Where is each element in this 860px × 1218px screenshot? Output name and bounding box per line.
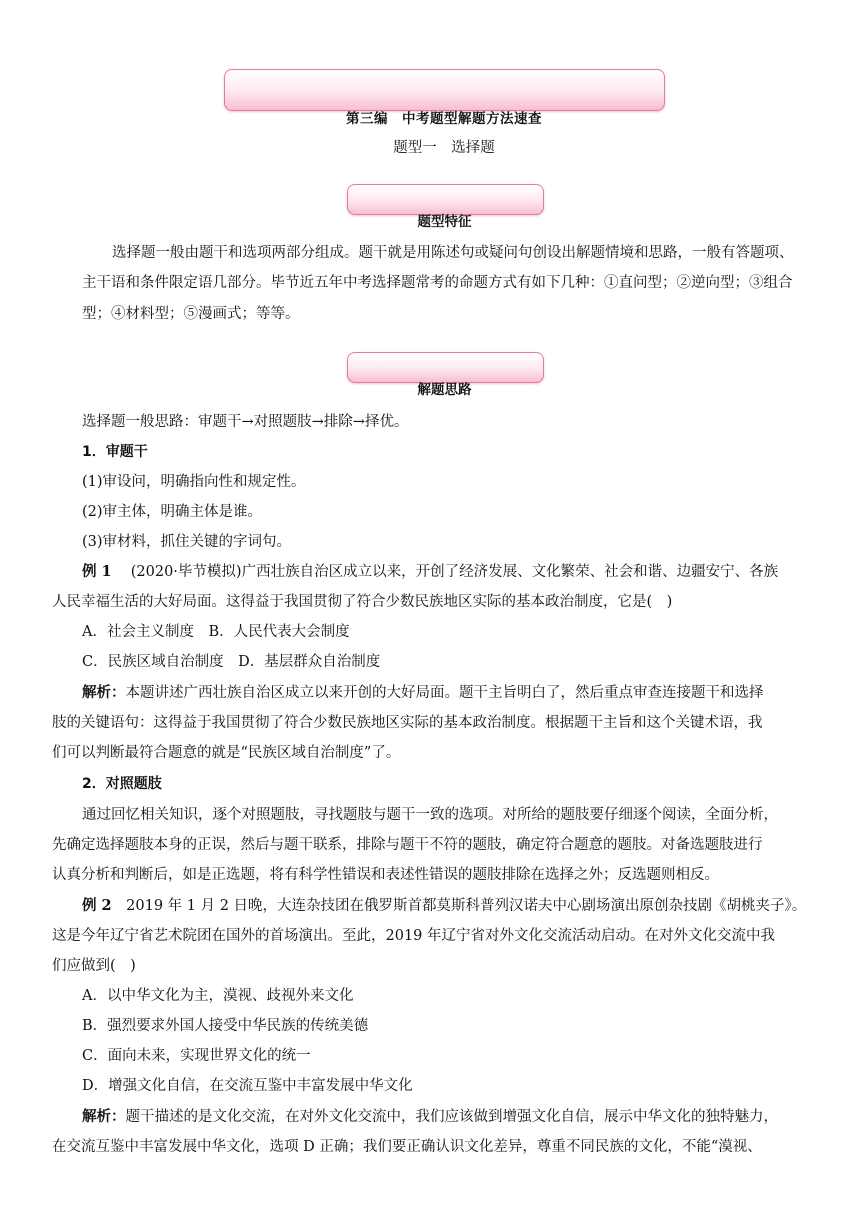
step2-line: 通过回忆相关知识，逐个对照题肢，寻找题肢与题干一致的选项。对所给的题肢要仔细逐个阅读，全面分析， (82, 807, 778, 823)
example1-text: (2020·毕节模拟)广西壮族自治区成立以来，开创了经济发展、文化繁荣、社会和谐、边疆安宁、各族 (130, 564, 779, 580)
example2-analysis-line (82, 1107, 778, 1127)
example2-option: C．面向未来，实现世界文化的统一 (82, 1048, 311, 1064)
example1-analysis-line: 们可以判断最符合题意的就是“民族区域自治制度”了。 (52, 745, 401, 761)
step2-heading: 2．对照题肢 (82, 776, 162, 792)
example2-option: B．强烈要求外国人接受中华民族的传统美德 (82, 1018, 369, 1034)
step1-heading: 1．审题干 (82, 444, 148, 460)
example2-text: 2019 年 1 月 2 日晚，大连杂技团在俄罗斯首都莫斯科普列汉诺夫中心剧场演出原创杂技剧《胡桃夹子》。 (126, 898, 807, 914)
analysis-text: 本题讲述广西壮族自治区成立以来开创的大好局面。题干主旨明白了，然后重点审查连接题干和选择 (125, 685, 764, 701)
analysis-text: 题干描述的是文化交流，在对外文化交流中，我们应该做到增强文化自信，展示中华文化的独特魅力， (125, 1109, 778, 1125)
page-subtitle: 题型一 选择题 (393, 140, 495, 156)
example2-analysis-line: 在交流互鉴中丰富发展中华文化，选项 D 正确；我们要正确认识文化差异，尊重不同民族的文化，不能“漠视、 (52, 1139, 762, 1155)
example1-analysis-line (82, 683, 764, 703)
approach-intro: 选择题一般思路：审题干→对照题肢→排除→择优。 (82, 414, 409, 430)
paragraph-line: 主干语和条件限定语几部分。毕节近五年中考选择题常考的命题方式有如下几种：①直问型；②逆向型；③组合 (82, 275, 793, 291)
analysis-label: 解析： (82, 684, 126, 701)
title-banner (224, 69, 665, 111)
example1-line: 人民幸福生活的大好局面。这得益于我国贯彻了符合少数民族地区实际的基本政治制度，它是( ) (52, 594, 673, 610)
step1-item: (2)审主体，明确主体是谁。 (82, 504, 263, 520)
step1-item: (3)审材料，抓住关键的字词句。 (82, 534, 292, 550)
example2-label: 例 2 (82, 897, 112, 914)
step2-line: 认真分析和判断后，如是正选题，将有科学性错误和表述性错误的题肢排除在选择之外；反选题则相反。 (52, 867, 719, 883)
example1-label: 例 1 (82, 563, 112, 580)
paragraph-line: 型；④材料型；⑤漫画式；等等。 (82, 306, 300, 322)
example1-line (82, 562, 778, 582)
section-heading-approach: 解题思路 (417, 382, 472, 398)
section-heading-features: 题型特征 (417, 214, 472, 230)
example2-line (82, 896, 806, 916)
example1-analysis-line: 肢的关键语句：这得益于我国贯彻了符合少数民族地区实际的基本政治制度。根据题干主旨和这个关键术语，我 (52, 715, 763, 731)
example2-line: 们应做到( ) (52, 958, 136, 974)
example2-option: A．以中华文化为主，漠视、歧视外来文化 (82, 988, 354, 1004)
paragraph-line: 选择题一般由题干和选项两部分组成。题干就是用陈述句或疑问句创设出解题情境和思路，一般有答题项、 (112, 245, 794, 261)
example1-options: A．社会主义制度 B．人民代表大会制度 (82, 624, 350, 640)
step1-item: (1)审设问，明确指向性和规定性。 (82, 474, 306, 490)
step2-line: 先确定选择题肢本身的正误，然后与题干联系，排除与题干不符的题肢，确定符合题意的题肢。对备选题肢进行 (52, 837, 763, 853)
page-title: 第三编 中考题型解题方法速查 (346, 111, 542, 127)
example2-line: 这是今年辽宁省艺术院团在国外的首场演出。至此，2019 年辽宁省对外文化交流活动启动。在对外文化交流中我 (52, 928, 776, 944)
example1-options: C．民族区域自治制度 D．基层群众自治制度 (82, 654, 381, 670)
analysis-label: 解析： (82, 1108, 126, 1125)
example2-option: D．增强文化自信，在交流互鉴中丰富发展中华文化 (82, 1078, 413, 1094)
